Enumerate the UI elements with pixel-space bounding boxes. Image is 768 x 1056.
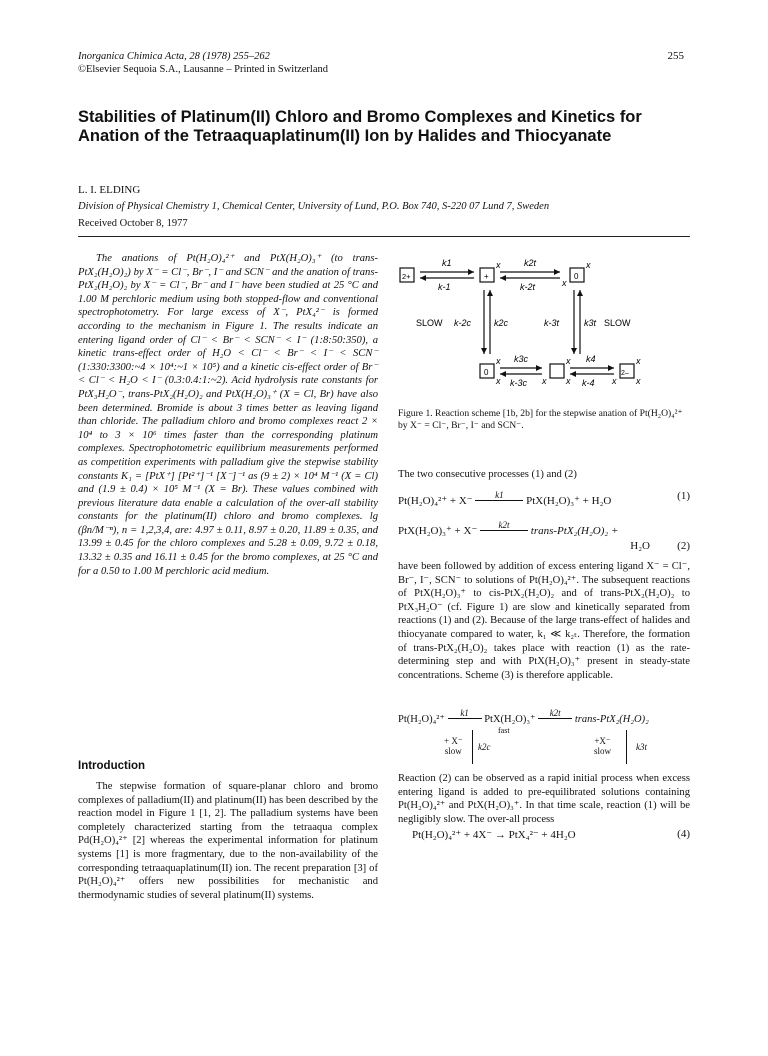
rate-k4: k4 [586, 354, 596, 364]
eq2-lhs: PtX(H₂O)₃⁺ + X⁻ [398, 525, 478, 537]
rate-km2c: k-2c [454, 318, 472, 328]
box-label-0-bottom: 0 [484, 368, 489, 377]
equation-4 [398, 828, 690, 841]
eq3-slow-1: slow [444, 746, 462, 756]
journal-header [78, 50, 328, 76]
eq3-k2c: k2c [478, 742, 491, 752]
box-label-2minus: 2– [621, 370, 629, 377]
rate-k1: k1 [442, 258, 452, 268]
paragraph-2-text: have been followed by addition of excess entering ligand X⁻ = Cl⁻, Br⁻, I⁻, SCN⁻ to solutions of Pt(H₂O)₄²⁺. The subsequent reactions of PtX(H₂O)₃⁺ to cis-PtX₂(H₂O)₂ and of trans-PtX₂(H₂O)₂ to PtX₃H₂O⁻ (cf. Figure 1) are slow and kinetically separated from reactions (1) and (2). Because of the large trans-effect of halides and thiocyanate compared to water, k₁ ≪ k₂ₜ. Therefore, the formation of trans-PtX₂(H₂O)₂ takes place with reaction (1) as the rate-determining step and with PtX(H₂O)₃⁺ present in steady-state concentrations. Scheme (3) is therefore applicable. [398, 561, 690, 681]
eq3-cond-1 [444, 736, 463, 756]
rate-km1: k-1 [438, 282, 451, 292]
slow-label-right: SLOW [604, 318, 631, 328]
eq4-number: (4) [677, 828, 690, 840]
eq2-arrow-k: k2t [480, 520, 528, 531]
box-label-0-top: 0 [574, 272, 579, 281]
figure-caption: Figure 1. Reaction scheme [1b, 2b] for the stepwise anation of Pt(H₂O)₄²⁺ by X⁻ = Cl⁻, Br⁻, I⁻ and SCN⁻. [398, 408, 683, 431]
eq1-number: (1) [677, 490, 690, 502]
x-ligand-2: x [586, 260, 591, 270]
abstract-text: The anations of Pt(H₂O)₄²⁺ and PtX(H₂O)₃⁺ (to trans-PtX₂(H₂O)₂) by X⁻ = Cl⁻, Br⁻, I⁻ and SCN⁻ and the anation of trans-PtX₂(H₂O)₂ by X⁻ = Cl⁻, Br⁻ and I⁻ have been studied at 25 °C and 1.00 M perchloric medium using both stopped-flow and conventional spectrophotometry. For large excess of X⁻, PtX₄²⁻ is formed according to the mechanism in Figure 1. The results indicate an entering ligand order of Cl⁻ < Br⁻ < SCN⁻ < I⁻ (1:8:50:350), a kinetic trans-effect order of H₂O < Cl⁻ < Br⁻ < I⁻ < SCN⁻ (1:330:3300:~4 × 10⁴:~1 × 10⁵) and a kinetic cis-effect order of Br⁻ < Cl⁻ < H₂O < I⁻ (0.3:0.4:1:~2). Acid hydrolysis rate constants for PtX₃H₂O⁻, trans-PtX₂(H₂O)₂ and PtX(H₂O)₃⁺ (X = Cl, Br) have also been determined. Bromide is about 3 times better as leaving ligand than chloride. The palladium chloro and bromo complexes react 2 × 10⁴ to 3 × 10⁶ times faster than the corresponding platinum complexes. Spectrophotometric equilibrium measurements performed as competition experiments with palladium give the stepwise stability constants K₁ = [PtX⁺] [Pt²⁺]⁻¹ [X⁻]⁻¹ as (9 ± 2) × 10⁴ M⁻¹ (X = Cl) and (1.9 ± 0.4) × 10⁵ M⁻¹ (X = Br). These values combined with previous literature data enable a calculation of the over-all stability constants for the platinum(II) chloro and bromo complexes. lg (βn/M⁻ⁿ), n = 1,2,3,4, are: 4.97 ± 0.11, 8.97 ± 0.20, 11.89 ± 0.35, and 13.99 ± 0.45 for the chloro complexes and 5.28 ± 0.09, 9.72 ± 0.18, 13.32 ± 0.35 and 16.11 ± 0.45 for the bromo complexes, at 25 °C and for a 0.50 to 1.00 M perchloric acid medium. [78, 253, 378, 577]
eq1-lhs: Pt(H₂O)₄²⁺ + X⁻ [398, 495, 473, 507]
rate-km2t: k-2t [520, 282, 536, 292]
page-number: 255 [667, 50, 684, 62]
rate-k3c: k3c [514, 354, 529, 364]
eq1-arrow-k: k1 [475, 490, 523, 501]
rate-k2c: k2c [494, 318, 509, 328]
journal-citation: Inorganica Chimica Acta, 28 (1978) 255–262 [78, 51, 270, 62]
rate-k3t: k3t [584, 318, 597, 328]
x-ligand-3: x [562, 278, 567, 288]
paragraph-3-text: Reaction (2) can be observed as a rapid initial process when excess entering ligand is added to pre-equilibrated solutions containing Pt(H₂O)₄²⁺ and PtX(H₂O)₃⁺. In that time scale, reaction (1) will be negligibly slow. The over-all process [398, 773, 690, 825]
box-label-2plus: 2+ [402, 272, 411, 281]
abstract [78, 252, 378, 578]
equation-1 [398, 490, 690, 507]
eq4-expression: Pt(H₂O)₄²⁺ + 4X⁻ → PtX₄²⁻ + 4H₂O [412, 829, 576, 841]
introduction-heading: Introduction [78, 760, 146, 772]
eq3-fast: fast [498, 726, 510, 735]
x-ligand-9: x [612, 376, 617, 386]
introduction-text: The stepwise formation of square-planar chloro and bromo complexes of palladium(II) and platinum(II) has been described by the reaction model in Figure 1 [1, 2]. The palladium systems have been completely characterized starting from the tetraaqua complex Pd(H₂O)₄²⁺ [2] whereas the experimental information for platinum systems [1] is more fragmentary, due to the non-availability of the corresponding tetraaquaplatinum(II) ion. The recent preparation [3] of Pt(H₂O)₄²⁺ offers new possibilities for mechanistic and thermodynamic studies of several platinum(II) systems. [78, 781, 378, 901]
eq3-k1: k1 [448, 708, 482, 719]
x-ligand-5: x [496, 376, 501, 386]
x-ligand-1: x [496, 260, 501, 270]
affiliation: Division of Physical Chemistry 1, Chemical Center, University of Lund, P.O. Box 740, S-220 07 Lund 7, Sweden [78, 201, 550, 212]
slow-label-left: SLOW [416, 318, 443, 328]
text-paragraph-2 [398, 560, 690, 682]
rate-k2t: k2t [524, 258, 537, 268]
article-title: Stabilities of Platinum(II) Chloro and Bromo Complexes and Kinetics for Anation of the Tetraaquaplatinum(II) Ion by Halides and Thiocyanate [78, 108, 642, 145]
eq3-down-arrow-2 [626, 730, 627, 764]
received-date: Received October 8, 1977 [78, 218, 188, 229]
x-ligand-4: x [496, 356, 501, 366]
rate-km3t: k-3t [544, 318, 560, 328]
introduction [78, 780, 378, 902]
x-ligand-7: x [566, 356, 571, 366]
author: L. I. ELDING [78, 184, 141, 196]
eq3-b: PtX(H₂O)₃⁺ [484, 714, 536, 725]
x-ligand-10: x [636, 356, 641, 366]
reaction-scheme-figure [392, 246, 692, 406]
eq2-rhs: trans-PtX₂(H₂O)₂ + [530, 525, 619, 537]
x-ligand-11: x [636, 376, 641, 386]
eq3-slow-2: slow [594, 746, 612, 756]
eq2-number: (2) [677, 540, 690, 552]
eq3-a: Pt(H₂O)₄²⁺ [398, 714, 445, 725]
equation-2 [398, 520, 690, 537]
eq3-plusx-1: + X⁻ [444, 736, 463, 746]
publisher-line: ©Elsevier Sequoia S.A., Lausanne – Printed in Switzerland [78, 64, 329, 75]
scheme-3 [398, 708, 690, 756]
eq1-rhs: PtX(H₂O)₃⁺ + H₂O [526, 495, 612, 507]
eq2-tail: H₂O [630, 540, 650, 552]
x-ligand-6: x [542, 376, 547, 386]
rate-km3c: k-3c [510, 378, 528, 388]
eq3-k2t: k2t [538, 708, 572, 719]
header-rule [78, 236, 690, 237]
text-paragraph-1: The two consecutive processes (1) and (2) [398, 469, 577, 480]
eq3-plusx-2: +X⁻ [594, 736, 611, 746]
eq3-down-arrow-1 [472, 730, 473, 764]
eq3-c: trans-PtX₂(H₂O)₂ [574, 714, 649, 725]
rate-km4: k-4 [582, 378, 595, 388]
eq3-cond-2 [594, 736, 611, 756]
box-label-plus: + [484, 272, 489, 281]
eq3-k3t: k3t [636, 742, 647, 752]
text-paragraph-3 [398, 772, 690, 826]
x-ligand-8: x [566, 376, 571, 386]
